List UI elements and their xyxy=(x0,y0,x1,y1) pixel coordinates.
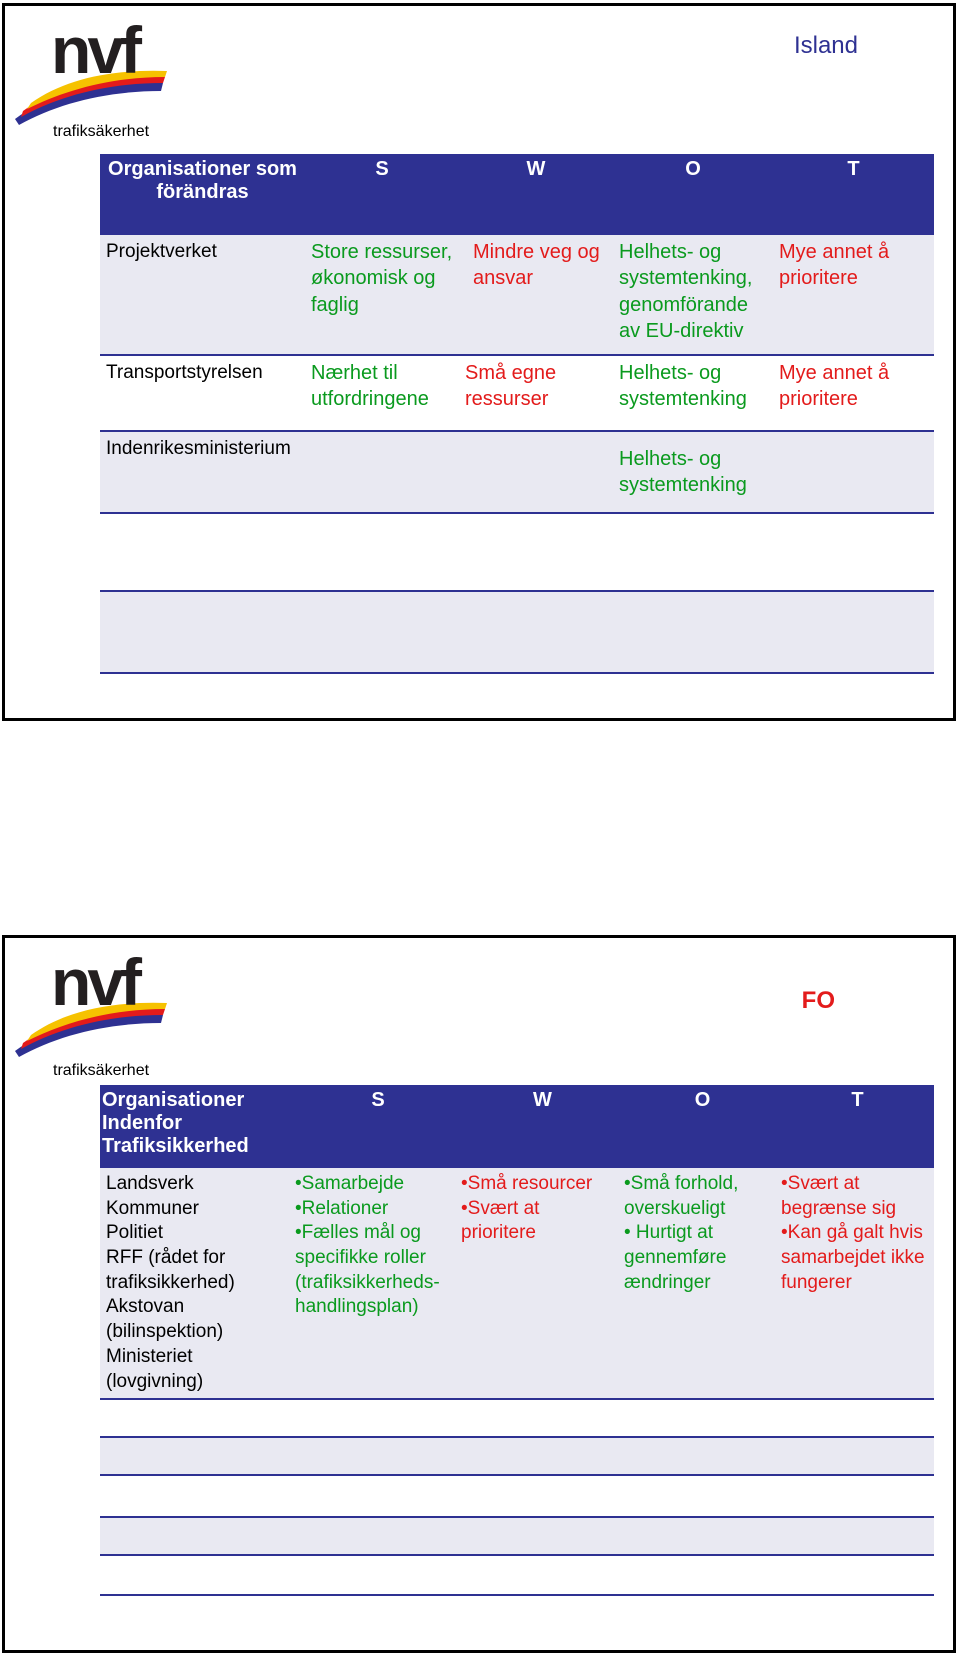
org-item: Politiet xyxy=(106,1222,164,1244)
opportunity-cell xyxy=(624,1167,781,1399)
org-cell: Indenrikesministerium xyxy=(100,431,305,513)
table-row-empty xyxy=(100,1437,934,1475)
org-cell: Projektverket xyxy=(100,234,305,355)
org-item: RFF (rådet for trafiksikkerhed) xyxy=(106,1247,235,1293)
opportunity-item: • Hurtigt at gennemføre ændringer xyxy=(624,1222,727,1293)
table-row-empty xyxy=(100,1399,934,1437)
subtitle: trafiksäkerhet xyxy=(53,1062,150,1079)
table-row-empty xyxy=(100,591,934,673)
threat-cell: Mye annet å prioritere xyxy=(773,234,934,355)
slide-island xyxy=(2,3,956,721)
strength-cell xyxy=(295,1167,461,1399)
table-row-empty xyxy=(100,1555,934,1595)
opportunity-cell: Helhets- og systemtenking, genomförande av EU-direktiv xyxy=(613,234,773,355)
org-cell: Transportstyrelsen xyxy=(100,355,305,431)
opportunity-cell: Helhets- og systemtenking xyxy=(613,431,773,513)
country-label: Island xyxy=(793,32,858,59)
header-opportunities: O xyxy=(624,1085,781,1167)
header-threats: T xyxy=(773,154,934,234)
svg-text:nvf: nvf xyxy=(51,13,138,87)
slide-faroe xyxy=(2,935,956,1653)
strength-cell: Store ressurser, økonomisk og faglig xyxy=(305,234,459,355)
weakness-cell xyxy=(461,1167,624,1399)
org-item: Kommuner xyxy=(106,1197,199,1219)
header-opportunities: O xyxy=(613,154,773,234)
table-row xyxy=(100,431,934,513)
weakness-item: •Svært at prioritere xyxy=(461,1197,540,1244)
swot-table xyxy=(100,1085,934,1596)
header-strengths: S xyxy=(305,154,459,234)
nvf-logo xyxy=(13,11,173,129)
subtitle: trafiksäkerhet xyxy=(53,123,150,140)
opportunity-item: •Små forhold, overskueligt xyxy=(624,1173,739,1219)
threat-cell: Mye annet å prioritere xyxy=(773,355,934,431)
org-item: Akstovan (bilinspektion) xyxy=(106,1296,224,1343)
strength-cell: Nærhet til utfordringene xyxy=(305,355,459,431)
weakness-cell: Mindre veg og ansvar xyxy=(459,234,613,355)
table-row xyxy=(100,355,934,431)
strength-item: •Relationer xyxy=(295,1197,389,1219)
swot-table xyxy=(100,154,934,674)
strength-cell xyxy=(305,431,459,513)
strength-item: •Fælles mål og specifikke roller (trafiksikkerheds-handlingsplan) xyxy=(295,1222,440,1318)
table-row-empty xyxy=(100,513,934,591)
weakness-item: •Små resourcer xyxy=(461,1173,593,1194)
header-weaknesses: W xyxy=(459,154,613,234)
org-item: Landsverk xyxy=(106,1173,194,1194)
threat-item: •Svært at begrænse sig xyxy=(781,1173,897,1219)
opportunity-cell: Helhets- og systemtenking xyxy=(613,355,773,431)
header-threats: T xyxy=(781,1085,934,1167)
weakness-cell xyxy=(459,431,613,513)
table-row xyxy=(100,1167,934,1399)
svg-text:nvf: nvf xyxy=(51,945,138,1019)
header-weaknesses: W xyxy=(461,1085,624,1167)
header-strengths: S xyxy=(295,1085,461,1167)
strength-item: •Samarbejde xyxy=(295,1173,405,1194)
org-cell xyxy=(100,1167,295,1399)
table-row xyxy=(100,234,934,355)
table-header-row xyxy=(100,154,934,234)
table-row-empty xyxy=(100,1475,934,1517)
table-row-empty xyxy=(100,1517,934,1555)
threat-item: •Kan gå galt hvis samarbejdet ikke fungerer xyxy=(781,1222,925,1293)
header-organisations: Organisationer som förändras xyxy=(100,154,305,234)
table-header-row xyxy=(100,1085,934,1167)
nvf-logo xyxy=(13,943,173,1061)
country-label: FO xyxy=(801,987,835,1014)
org-item: Ministeriet (lovgivning) xyxy=(106,1345,204,1392)
threat-cell xyxy=(781,1167,934,1399)
threat-cell xyxy=(773,431,934,513)
weakness-cell: Små egne ressurser xyxy=(459,355,613,431)
header-organisations: Organisationer Indenfor Trafiksikkerhed xyxy=(100,1085,295,1167)
